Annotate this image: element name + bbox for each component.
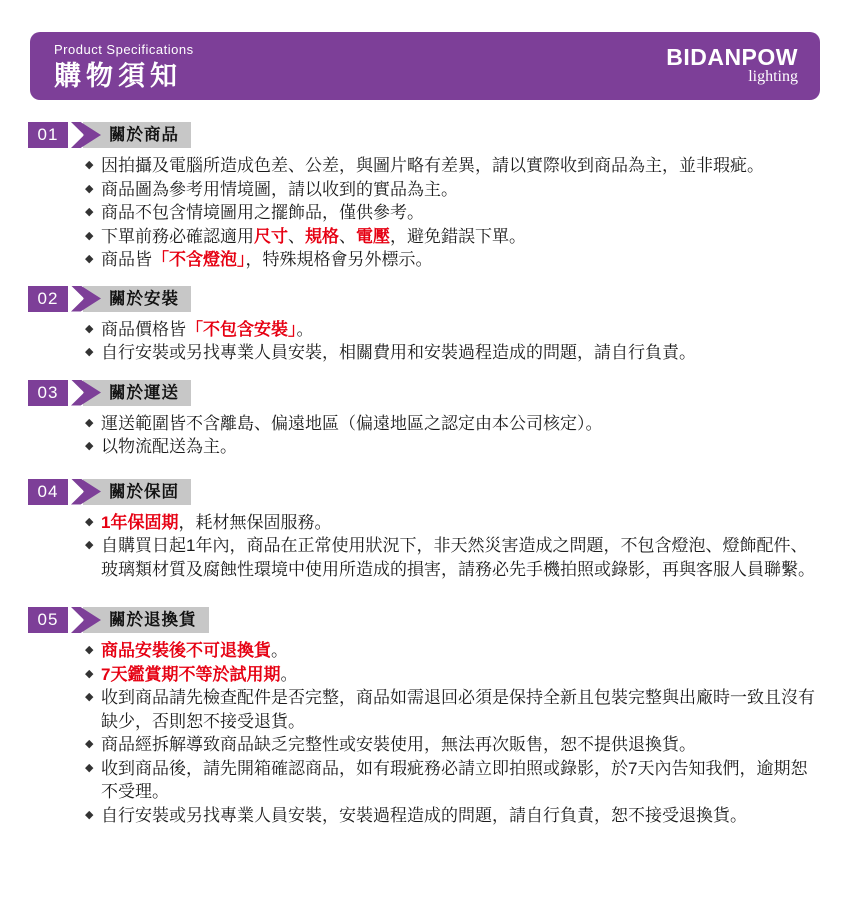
bullet-list	[28, 412, 822, 459]
highlight-text: 「不含燈泡」	[152, 250, 246, 269]
bullet-list	[28, 318, 822, 365]
body-text: 、	[339, 226, 356, 246]
section-number-badge: 01	[28, 122, 68, 148]
bullet-item	[85, 154, 822, 178]
notice-section	[28, 122, 822, 272]
bullet-item	[85, 412, 822, 436]
diamond-bullet-icon: ◆	[85, 229, 94, 242]
diamond-bullet-icon: ◆	[85, 440, 94, 452]
body-text: ，特殊規格會另外標示。	[245, 250, 433, 269]
header-banner	[30, 32, 820, 100]
diamond-bullet-icon: ◆	[85, 539, 94, 551]
bullet-item	[85, 435, 822, 459]
diamond-bullet-icon: ◆	[85, 644, 94, 656]
section-header	[28, 122, 822, 148]
bullet-list	[28, 154, 822, 272]
shopping-notice-page	[0, 32, 850, 827]
notice-section	[28, 607, 822, 827]
body-text: 。	[280, 664, 298, 684]
section-number-badge: 03	[28, 380, 68, 406]
section-title: 關於運送	[83, 380, 191, 406]
diamond-bullet-icon: ◆	[85, 206, 94, 218]
highlight-text: 規格	[305, 226, 339, 246]
bullet-item	[85, 201, 822, 225]
bullet-item	[85, 248, 822, 272]
bullet-item	[85, 318, 822, 342]
body-text: 商品圖為參考用情境圖，請以收到的實品為主。	[101, 179, 458, 199]
brand-subtitle: lighting	[748, 68, 798, 85]
body-text: ，耗材無保固服務。	[178, 512, 332, 532]
section-header	[28, 286, 822, 312]
section-number-badge: 05	[28, 607, 68, 633]
brand-name: BIDANPOW	[666, 44, 798, 70]
body-text: 收到商品請先檢查配件是否完整，商品如需退回必須是保持全新且包裝完整與出廠時一致且沒有缺少，否則恕不接受退貨。	[101, 688, 815, 731]
bullet-item	[85, 639, 822, 663]
bullet-item	[85, 534, 822, 581]
section-header	[28, 607, 822, 633]
diamond-bullet-icon: ◆	[85, 761, 94, 774]
bullet-item	[85, 225, 822, 249]
diamond-bullet-icon: ◆	[85, 667, 94, 680]
body-text: 自購買日起1年內，商品在正常使用狀況下，非天然災害造成之問題，不包含燈泡、燈飾配件、玻璃類材質及腐蝕性環境中使用所造成的損害，請務必先手機拍照或錄影，再與客服人員聯繫。	[101, 536, 815, 579]
section-title: 關於退換貨	[83, 607, 209, 633]
section-header	[28, 479, 822, 505]
section-number-badge: 04	[28, 479, 68, 505]
bullet-item	[85, 341, 822, 365]
highlight-text: 商品安裝後不可退換貨	[101, 641, 271, 660]
highlight-text: 1年保固期	[101, 512, 179, 532]
diamond-bullet-icon: ◆	[85, 182, 94, 195]
bullet-item	[85, 757, 822, 804]
section-title: 關於商品	[83, 122, 191, 148]
bullet-item	[85, 663, 822, 687]
notice-section	[28, 479, 822, 582]
bullet-list	[28, 639, 822, 827]
body-text: 因拍攝及電腦所造成色差、公差，與圖片略有差異，請以實際收到商品為主，並非瑕疵。	[101, 156, 764, 175]
bullet-item	[85, 511, 822, 535]
body-text: 以物流配送為主。	[101, 437, 237, 456]
header-eyebrow: Product Specifications	[54, 42, 194, 57]
highlight-text: 尺寸	[254, 226, 288, 246]
body-text: 、	[288, 226, 305, 246]
diamond-bullet-icon: ◆	[85, 346, 94, 358]
diamond-bullet-icon: ◆	[85, 515, 94, 528]
body-text: 商品皆	[101, 250, 152, 269]
sections-container	[0, 122, 850, 827]
body-text: 收到商品後，請先開箱確認商品，如有瑕疵務必請立即拍照或錄影，於7天內告知我們，逾期恕不受理。	[101, 758, 808, 801]
body-text: 商品價格皆	[101, 319, 186, 339]
diamond-bullet-icon: ◆	[85, 159, 94, 171]
bullet-item	[85, 804, 822, 828]
body-text: 運送範圍皆不含離島、偏遠地區（偏遠地區之認定由本公司核定）。	[101, 413, 603, 433]
page-title: 購物須知	[54, 61, 182, 91]
diamond-bullet-icon: ◆	[85, 691, 94, 703]
section-number-badge: 02	[28, 286, 68, 312]
body-text: 自行安裝或另找專業人員安裝，安裝過程造成的問題，請自行負責，恕不接受退換貨。	[101, 805, 747, 825]
diamond-bullet-icon: ◆	[85, 322, 94, 335]
section-title: 關於保固	[83, 479, 191, 505]
highlight-text: 電壓	[356, 226, 390, 246]
diamond-bullet-icon: ◆	[85, 808, 94, 821]
body-text: 。	[271, 641, 288, 660]
bullet-item	[85, 733, 822, 757]
highlight-text: 7天鑑賞期不等於試用期	[101, 664, 281, 684]
section-header	[28, 380, 822, 406]
notice-section	[28, 286, 822, 365]
body-text: 商品不包含情境圖用之擺飾品，僅供參考。	[101, 203, 424, 222]
body-text: 商品經拆解導致商品缺乏完整性或安裝使用，無法再次販售，恕不提供退換貨。	[101, 735, 696, 754]
section-title: 關於安裝	[83, 286, 191, 312]
body-text: 下單前務必確認適用	[101, 226, 254, 246]
notice-section	[28, 380, 822, 459]
bullet-item	[85, 686, 822, 733]
body-text: 自行安裝或另找專業人員安裝，相關費用和安裝過程造成的問題，請自行負責。	[101, 343, 696, 362]
diamond-bullet-icon: ◆	[85, 253, 94, 265]
body-text: 。	[296, 319, 314, 339]
bullet-item	[85, 178, 822, 202]
body-text: ，避免錯誤下單。	[390, 226, 526, 246]
brand-logo	[666, 45, 798, 84]
diamond-bullet-icon: ◆	[85, 416, 94, 429]
highlight-text: 「不包含安裝」	[186, 319, 297, 339]
bullet-list	[28, 511, 822, 582]
diamond-bullet-icon: ◆	[85, 738, 94, 750]
